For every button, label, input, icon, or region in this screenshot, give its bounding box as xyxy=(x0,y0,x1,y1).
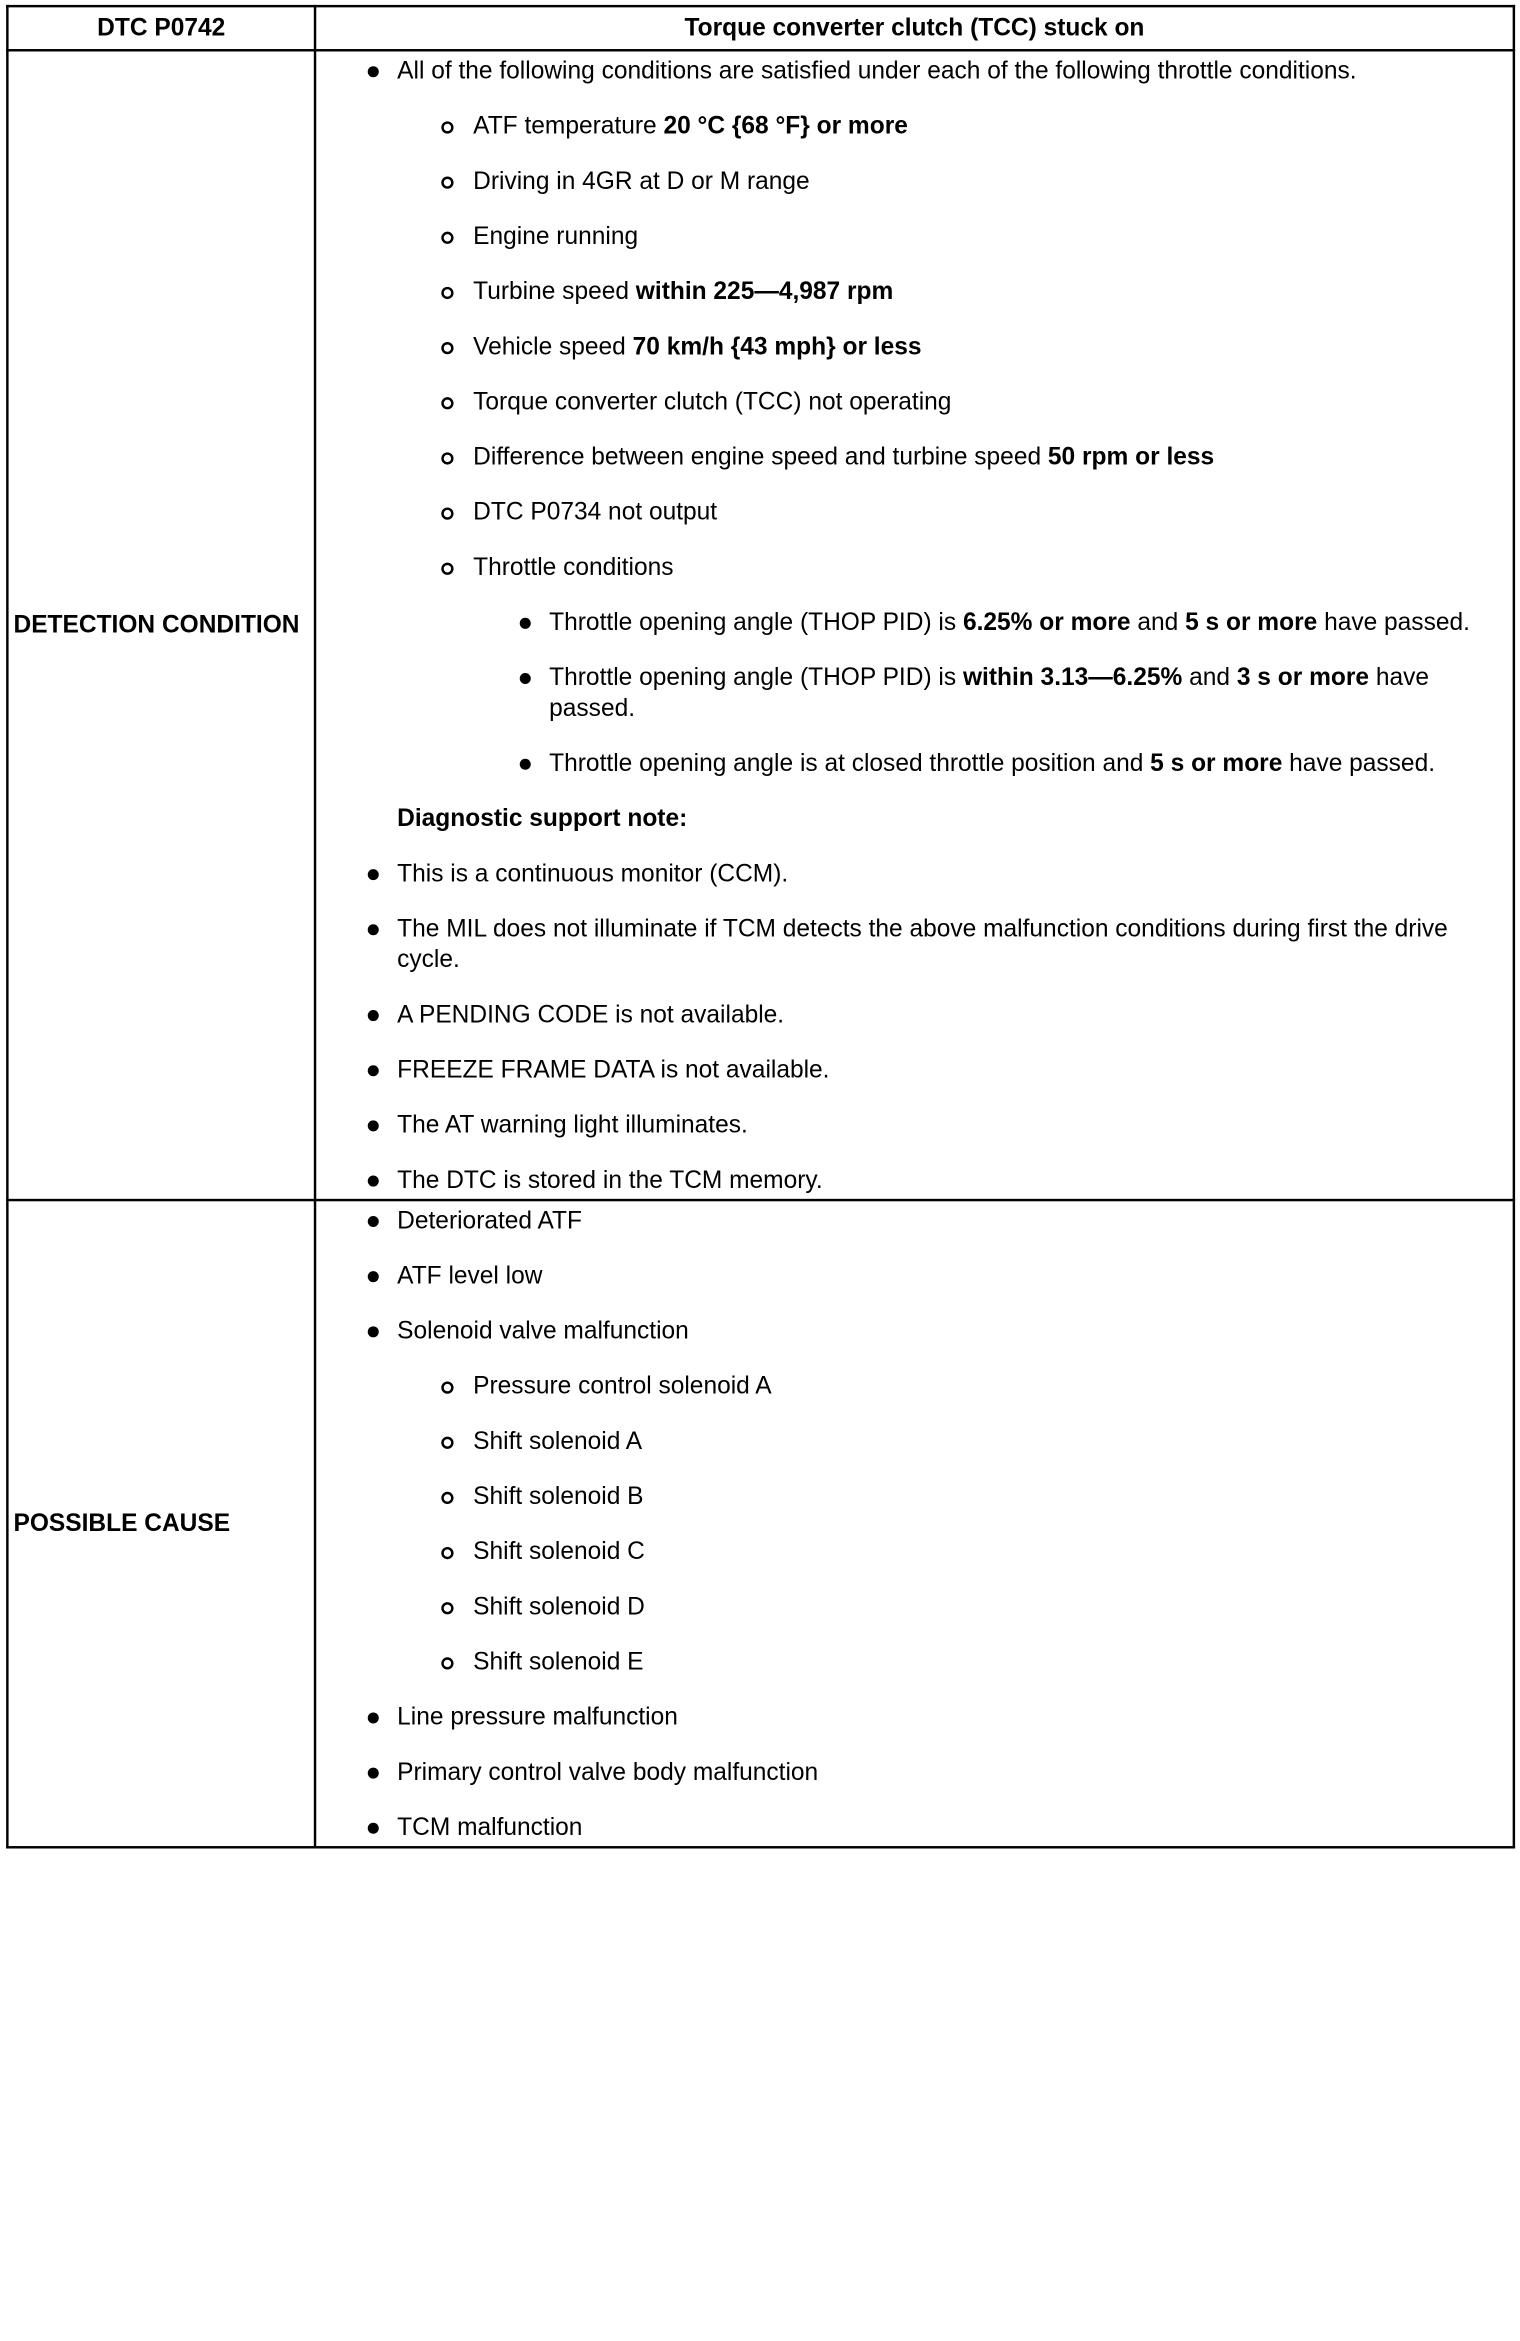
condition-item: ATF temperature 20 °C {68 °F} or more xyxy=(363,112,1476,143)
circle-bullet-icon xyxy=(441,177,453,189)
bullet-icon xyxy=(520,673,531,684)
bullet-icon xyxy=(368,924,379,935)
circle-bullet-icon xyxy=(441,232,453,244)
condition-item: Turbine speed within 225—4,987 rpm xyxy=(363,277,1476,308)
bullet-icon xyxy=(520,618,531,629)
note-item: The AT warning light illuminates. xyxy=(363,1111,1476,1142)
throttle-item: Throttle opening angle (THOP PID) is within 3.13—6.25% and 3 s or more have passed. xyxy=(363,663,1476,724)
circle-bullet-icon xyxy=(441,397,453,409)
note-item: A PENDING CODE is not available. xyxy=(363,1000,1476,1031)
bullet-icon xyxy=(368,1120,379,1131)
condition-item: Driving in 4GR at D or M range xyxy=(363,167,1476,198)
solenoid-item: Shift solenoid C xyxy=(363,1537,1476,1568)
detection-intro: All of the following conditions are satisfied under each of the following throttle conditions. xyxy=(363,56,1476,87)
bullet-icon xyxy=(368,1065,379,1076)
bullet-icon xyxy=(368,1712,379,1723)
cause-item: Line pressure malfunction xyxy=(363,1703,1476,1734)
condition-item: Engine running xyxy=(363,222,1476,253)
circle-bullet-icon xyxy=(441,452,453,464)
solenoid-item: Shift solenoid D xyxy=(363,1592,1476,1623)
header-row xyxy=(7,6,1514,50)
circle-bullet-icon xyxy=(441,563,453,575)
possible-cause-label: POSSIBLE CAUSE xyxy=(7,1200,315,1847)
cause-item: ATF level low xyxy=(363,1261,1476,1292)
circle-bullet-icon xyxy=(441,1602,453,1614)
solenoid-item: Pressure control solenoid A xyxy=(363,1372,1476,1403)
circle-bullet-icon xyxy=(441,1381,453,1393)
bullet-icon xyxy=(368,1768,379,1779)
condition-item: Difference between engine speed and turbine speed 50 rpm or less xyxy=(363,443,1476,474)
cause-item: Deteriorated ATF xyxy=(363,1206,1476,1237)
note-item: The DTC is stored in the TCM memory. xyxy=(363,1166,1476,1197)
solenoid-item: Shift solenoid A xyxy=(363,1427,1476,1458)
bullet-icon xyxy=(368,1271,379,1282)
detection-label: DETECTION CONDITION xyxy=(7,50,315,1200)
detection-content xyxy=(315,50,1514,1200)
bullet-icon xyxy=(368,1326,379,1337)
cause-item: Primary control valve body malfunction xyxy=(363,1758,1476,1789)
bullet-icon xyxy=(520,759,531,770)
circle-bullet-icon xyxy=(441,1657,453,1669)
condition-item: Throttle conditions xyxy=(363,553,1476,584)
circle-bullet-icon xyxy=(441,287,453,299)
cause-item: Solenoid valve malfunction xyxy=(363,1317,1476,1348)
bullet-icon xyxy=(368,1216,379,1227)
solenoid-item: Shift solenoid E xyxy=(363,1647,1476,1678)
throttle-item: Throttle opening angle (THOP PID) is 6.25% or more and 5 s or more have passed. xyxy=(363,608,1476,639)
bullet-icon xyxy=(368,1823,379,1834)
dtc-table xyxy=(6,5,1515,1849)
condition-item: Vehicle speed 70 km/h {43 mph} or less xyxy=(363,332,1476,363)
note-item: This is a continuous monitor (CCM). xyxy=(363,859,1476,890)
note-item: The MIL does not illuminate if TCM detects the above malfunction conditions during first the drive cycle. xyxy=(363,914,1476,975)
bullet-icon xyxy=(368,869,379,880)
note-item: FREEZE FRAME DATA is not available. xyxy=(363,1055,1476,1086)
circle-bullet-icon xyxy=(441,1437,453,1449)
throttle-item: Throttle opening angle is at closed throttle position and 5 s or more have passed. xyxy=(363,749,1476,780)
bullet-icon xyxy=(368,1176,379,1187)
condition-item: Torque converter clutch (TCC) not operating xyxy=(363,387,1476,418)
dtc-title: Torque converter clutch (TCC) stuck on xyxy=(315,6,1514,50)
diagnostic-note-heading: Diagnostic support note: xyxy=(397,805,688,833)
circle-bullet-icon xyxy=(441,342,453,354)
cause-item: TCM malfunction xyxy=(363,1813,1476,1844)
circle-bullet-icon xyxy=(441,1492,453,1504)
solenoid-item: Shift solenoid B xyxy=(363,1482,1476,1513)
circle-bullet-icon xyxy=(441,121,453,133)
circle-bullet-icon xyxy=(441,507,453,519)
bullet-icon xyxy=(368,66,379,77)
condition-item: DTC P0734 not output xyxy=(363,498,1476,529)
circle-bullet-icon xyxy=(441,1547,453,1559)
detection-row xyxy=(7,50,1514,1200)
bullet-icon xyxy=(368,1010,379,1021)
possible-cause-content xyxy=(315,1200,1514,1847)
dtc-code: DTC P0742 xyxy=(7,6,315,50)
possible-cause-row xyxy=(7,1200,1514,1847)
